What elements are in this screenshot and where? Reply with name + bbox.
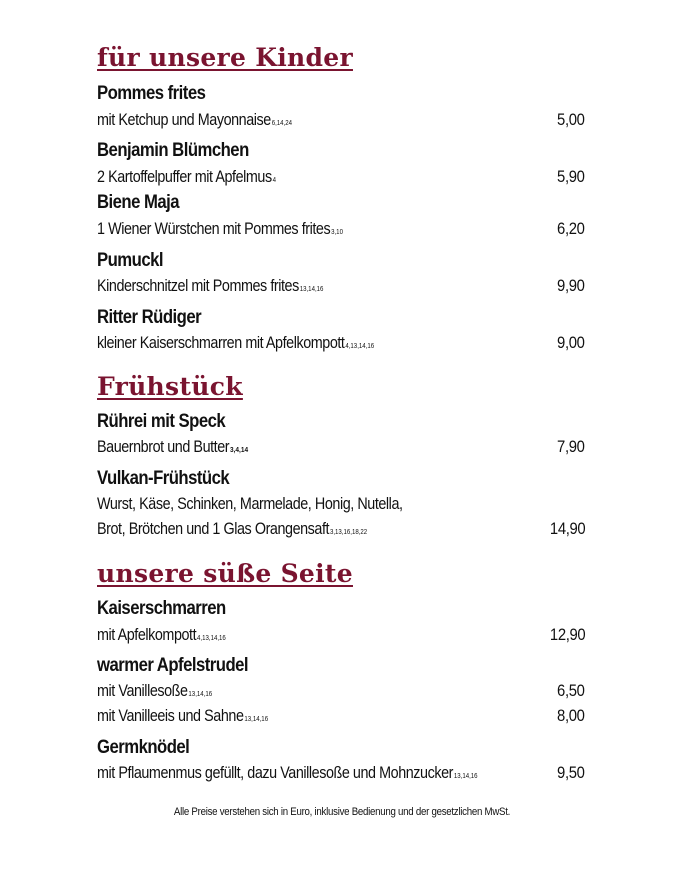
dish-description: mit Vanillesoße13,14,16	[97, 682, 213, 700]
menu-line	[97, 495, 585, 517]
dish-description: 1 Wiener Würstchen mit Pommes frites3,10	[97, 220, 343, 238]
price: 14,90	[549, 520, 585, 538]
price: 6,20	[557, 220, 585, 238]
allergen-codes: 13,14,16	[453, 773, 478, 780]
dish-description: Brot, Brötchen und 1 Glas Orangensaft3,13,16,18,22	[97, 520, 368, 538]
dish-description: kleiner Kaiserschmarren mit Apfelkompott4,13,14,16	[97, 334, 375, 352]
dish-name: Ritter Rüdiger	[97, 307, 202, 328]
menu-line	[97, 707, 585, 729]
menu-line	[97, 438, 585, 460]
price: 6,50	[557, 682, 585, 700]
price: 9,90	[557, 277, 585, 295]
menu-line	[97, 168, 585, 190]
menu-line	[97, 220, 585, 242]
allergen-codes: 6,14,24	[271, 120, 293, 127]
dish-description: mit Ketchup und Mayonnaise6,14,24	[97, 111, 293, 129]
price: 9,00	[557, 334, 585, 352]
dish-name: warmer Apfelstrudel	[97, 655, 249, 676]
dish-name: Kaiserschmarren	[97, 598, 226, 619]
allergen-codes: 13,14,16	[299, 286, 324, 293]
price: 5,90	[557, 168, 585, 186]
price: 12,90	[549, 626, 585, 644]
section-title-kids: für unsere Kinder	[97, 43, 353, 72]
section-title-breakfast: Frühstück	[97, 372, 243, 401]
dish-name: Pommes frites	[97, 83, 206, 104]
allergen-codes: 4,13,14,16	[197, 635, 226, 642]
section-title-desserts: unsere süße Seite	[97, 559, 353, 588]
price: 8,00	[557, 707, 585, 725]
dish-name: Benjamin Blümchen	[97, 140, 249, 161]
allergen-codes: 3,13,16,18,22	[329, 529, 368, 536]
dish-description: Kinderschnitzel mit Pommes frites13,14,16	[97, 277, 324, 295]
allergen-codes: 3,10	[331, 229, 343, 236]
dish-description: Bauernbrot und Butter3,4,14	[97, 438, 249, 456]
dish-description: mit Apfelkompott4,13,14,16	[97, 626, 226, 644]
allergen-codes: 3,4,14	[229, 445, 249, 454]
price: 7,90	[557, 438, 585, 456]
dish-description: mit Pflaumenmus gefüllt, dazu Vanillesoße und Mohnzucker13,14,16	[97, 764, 478, 782]
footer-note	[0, 802, 685, 820]
allergen-codes: 13,14,16	[188, 691, 213, 698]
dish-description: mit Vanilleeis und Sahne13,14,16	[97, 707, 269, 725]
dish-name: Biene Maja	[97, 192, 180, 213]
menu-line	[97, 334, 585, 356]
menu-line	[97, 626, 585, 648]
price: 5,00	[557, 111, 585, 129]
dish-description: Wurst, Käse, Schinken, Marmelade, Honig, Nutella,	[97, 495, 403, 513]
dish-name: Rührei mit Speck	[97, 411, 226, 432]
dish-name: Vulkan-Frühstück	[97, 468, 230, 489]
menu-line	[97, 682, 585, 704]
dish-name: Germknödel	[97, 737, 190, 758]
allergen-codes: 4	[272, 177, 277, 184]
price: 9,50	[557, 764, 585, 782]
menu-line	[97, 111, 585, 133]
dish-name: Pumuckl	[97, 250, 163, 271]
footer-text: Alle Preise verstehen sich in Euro, inklusive Bedienung und der gesetzlichen MwSt.	[174, 806, 511, 818]
menu-line	[97, 520, 585, 542]
dish-description: 2 Kartoffelpuffer mit Apfelmus4	[97, 168, 277, 186]
menu-line	[97, 277, 585, 299]
menu-line	[97, 764, 585, 786]
allergen-codes: 4,13,14,16	[345, 343, 375, 350]
allergen-codes: 13,14,16	[244, 716, 269, 723]
